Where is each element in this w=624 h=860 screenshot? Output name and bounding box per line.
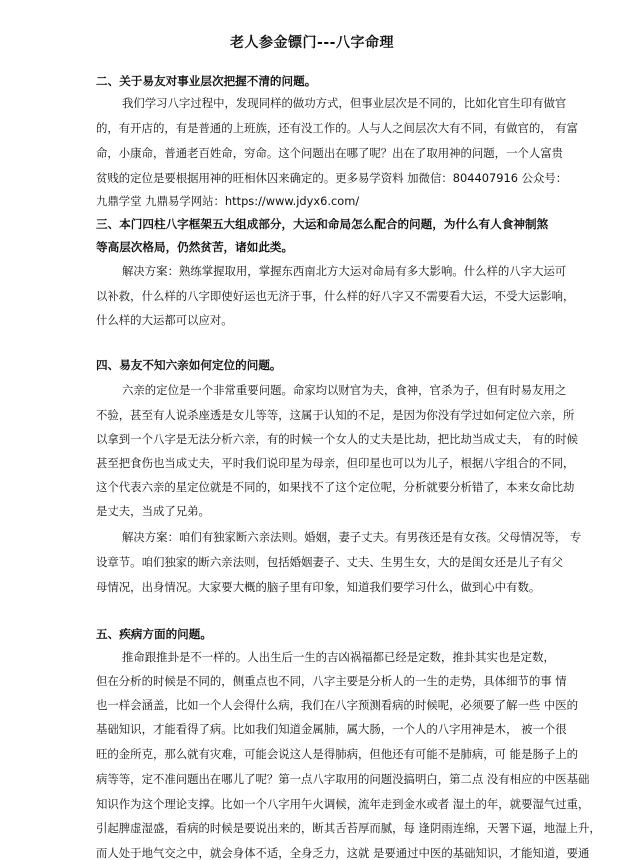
paragraph-line: 解决方案：熟练掌握取用，掌握东西南北方大运对命局有多大影响。什么样的八字大运可 xyxy=(122,264,567,278)
paragraph-line: 以拿到一个八字是无法分析六亲，有的时候一个女人的丈夫是比劫，把比劫当成丈夫， 有的时候 xyxy=(96,432,579,446)
paragraph-line: 推命跟推卦是不一样的。人出生后一生的吉凶祸福都已经是定数，推卦其实也是定数， xyxy=(122,650,555,664)
section-heading-continued: 等高层次格局，仍然贫苦，诸如此类。 xyxy=(96,240,294,254)
paragraph-line: 旺的金所克，那么就有灾难，可能会说这人是得肺病，但他还有可能不是肺病，可 能是肠子上的 xyxy=(96,747,579,761)
paragraph-line: 也一样会涵盖，比如一个人会得什么病，我们在八字预测看病的时候呢，必须要了解一些 中医的 xyxy=(96,698,579,712)
paragraph-line: 九鼎学堂 九鼎易学网站：https://www.jdyx6.com/ xyxy=(96,194,360,208)
paragraph-line: 不验，甚至有人说杀座透是女儿等等，这属于认知的不足，是因为你没有学过如何定位六亲，所 xyxy=(96,408,575,422)
paragraph-line: 贫贱的定位是要根据用神的旺相休囚来确定的。更多易学资料 加微信：804407916 公众号： xyxy=(96,171,568,185)
section-heading: 四、易友不知六亲如何定位的问题。 xyxy=(96,358,282,372)
paragraph-line: 的，有开店的，有是普通的上班族，还有没工作的。人与人之间层次大有不同，有做官的， 有富 xyxy=(96,121,579,135)
paragraph-line: 六亲的定位是一个非常重要问题。命家均以财官为夫，食神，官杀为子，但有时易友用之 xyxy=(122,383,567,397)
section-heading: 五、疾病方面的问题。 xyxy=(96,627,212,641)
paragraph-line: 引起脾虚湿盛，看病的时候是要说出来的，断其舌苔厚而腻，每 逢阴雨连绵，天署下逼，地湿上升， xyxy=(96,821,601,835)
paragraph-line: 什么样的大运都可以应对。 xyxy=(96,313,233,327)
page-title: 老人参金镖门---八字命理 xyxy=(230,35,394,51)
paragraph-line: 病等等，定不准问题出在哪儿了呢？第一点八字取用的问题没搞明白，第二点 没有相应的中医基础 xyxy=(96,772,590,786)
paragraph-line: 是丈夫，当成了兄弟。 xyxy=(96,504,210,518)
paragraph-line: 甚至把食伤也当成丈夫，平时我们说印星为母亲，但印星也可以为儿子，根据八字组合的不同， xyxy=(96,456,575,470)
section-heading: 三、本门四柱八字框架五大组成部分，大运和命局怎么配合的问题，为什么有人食神制煞 xyxy=(96,217,549,231)
paragraph-line: 以补救，什么样的八字即使好运也无济于事，什么样的好八字又不需要看大运，不受大运影响， xyxy=(96,289,575,303)
paragraph-line: 这个代表六亲的星定位就是不同的，如果找不了这个定位呢，分析就要分析错了，本来女命比劫 xyxy=(96,480,575,494)
paragraph-line: 基础知识，才能看得了病。比如我们知道金属肺，属大肠，一个人的八字用神是木， 被一个很 xyxy=(96,722,567,736)
paragraph-line: 知识作为这个理论支撑。比如一个八字用午火调候，流年走到金水或者 湿土的年，就要湿气过重， xyxy=(96,797,590,811)
section-heading: 二、关于易友对事业层次把握不清的问题。 xyxy=(96,74,317,88)
paragraph-line: 设章节。咱们独家的断六亲法则，包括婚姻妻子、丈夫、生男生女，大的是闺女还是儿子有父 xyxy=(96,555,564,569)
paragraph-line: 命，小康命，普通老百姓命，穷命。这个问题出在哪了呢？出在了取用神的问题，一个人富贵 xyxy=(96,146,564,160)
paragraph-line: 解决方案：咱们有独家断六亲法则。婚姻，妻子丈夫。有男孩还是有女孩。父母情况等， 专 xyxy=(122,530,582,544)
paragraph-line: 我们学习八字过程中，发现同样的做功方式，但事业层次是不同的，比如化官生印有做官 xyxy=(122,96,567,110)
paragraph-line: 母情况，出身情况。大家要大概的脑子里有印象，知道我们要学习什么，做到心中有数。 xyxy=(96,580,541,594)
paragraph-line: 而人处于地气交之中，就会身体不适，全身乏力，这就 是要通过中医的基础知识，才能知道，要通 xyxy=(96,846,590,860)
paragraph-line: 但在分析的时候是不同的，侧重点也不同，八字主要是分析人的一生的走势，具体细节的事 情 xyxy=(96,674,567,688)
